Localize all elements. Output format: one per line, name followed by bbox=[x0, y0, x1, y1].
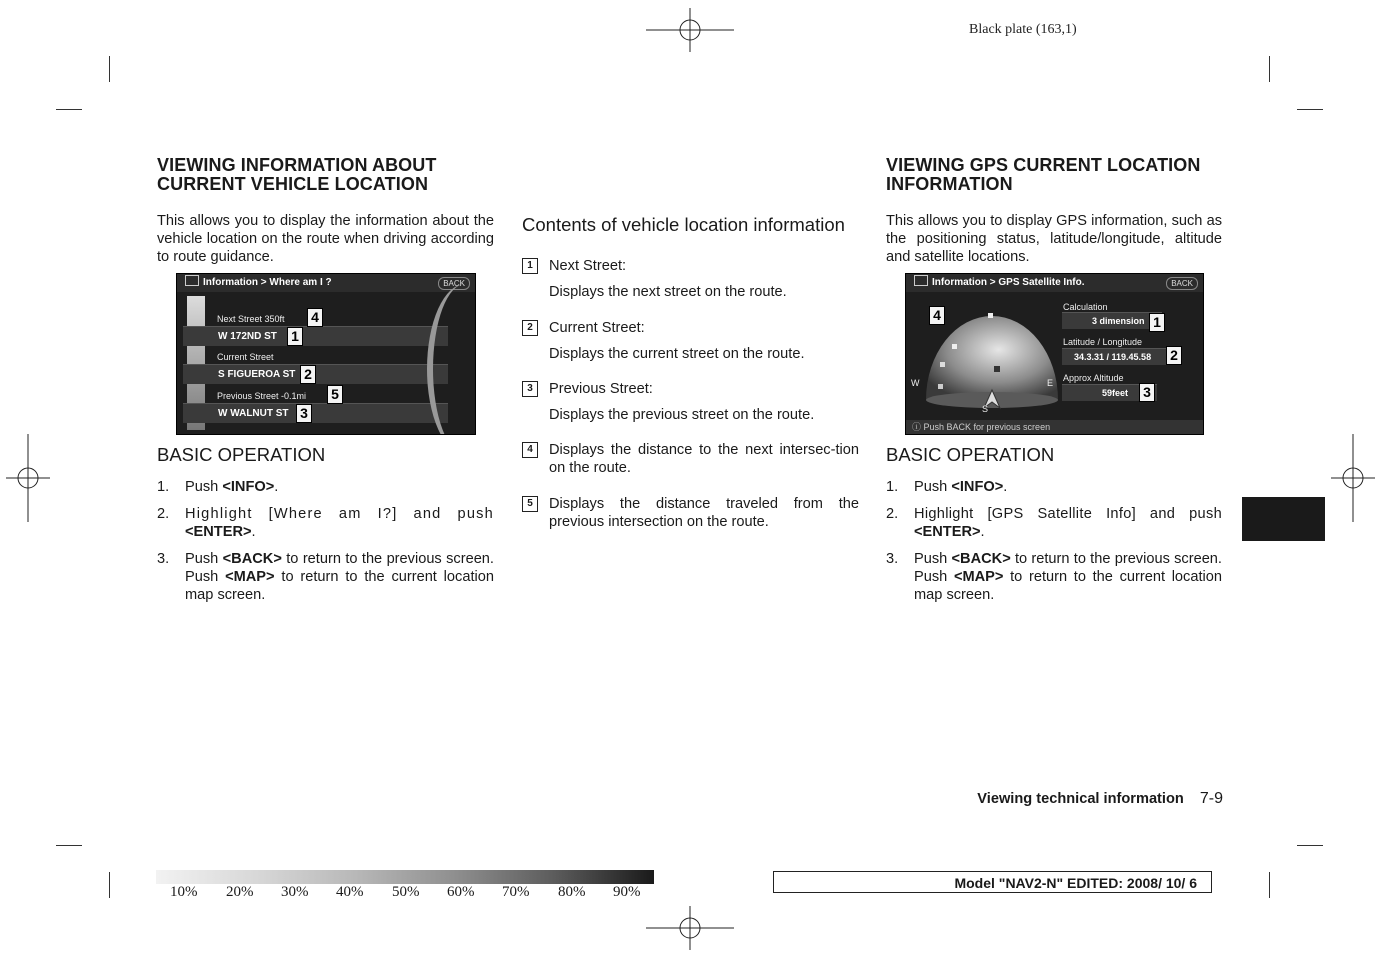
screen-footer-text: Push BACK for previous screen bbox=[923, 422, 1051, 432]
compass-w: W bbox=[911, 378, 920, 388]
altitude-value: 59feet bbox=[1062, 384, 1157, 401]
gps-satellite-info-screenshot bbox=[905, 273, 1204, 435]
percent-label: 60% bbox=[447, 884, 475, 900]
registration-mark-top bbox=[646, 4, 736, 54]
callout-tag: 3 bbox=[296, 404, 312, 423]
percent-label: 70% bbox=[502, 884, 530, 900]
percent-label: 20% bbox=[226, 884, 254, 900]
callout-tag: 2 bbox=[300, 365, 316, 384]
callout-tag: 3 bbox=[1139, 383, 1155, 402]
right-steps bbox=[886, 478, 1222, 613]
item-label: Displays the distance traveled from the previous intersection on the route. bbox=[549, 496, 859, 530]
crop-mark bbox=[56, 109, 82, 110]
heading-line: CURRENT VEHICLE LOCATION bbox=[157, 174, 429, 194]
item-number-box: 1 bbox=[522, 258, 538, 274]
left-steps bbox=[157, 478, 494, 613]
percent-label: 90% bbox=[613, 884, 641, 900]
callout-tag: 2 bbox=[1166, 346, 1182, 365]
compass-e: E bbox=[1047, 378, 1054, 388]
screen-footer-bar: ⓘ Push BACK for previous screen bbox=[906, 420, 1203, 434]
registration-mark-left bbox=[4, 434, 52, 524]
callout-tag: 1 bbox=[287, 327, 303, 346]
item-label: Displays the distance to the next intersec-tion on the route. bbox=[549, 442, 859, 476]
left-heading bbox=[157, 156, 497, 194]
plate-label: Black plate (163,1) bbox=[969, 22, 1077, 37]
percent-label: 30% bbox=[281, 884, 309, 900]
item-number-box: 3 bbox=[522, 381, 538, 397]
crop-mark bbox=[1297, 109, 1323, 110]
item-number-box: 5 bbox=[522, 496, 538, 512]
model-edited-box: Model "NAV2-N" EDITED: 2008/ 10/ 6 bbox=[773, 871, 1212, 893]
content-item bbox=[522, 380, 859, 424]
crop-mark bbox=[1297, 845, 1323, 846]
grey-scale-bar bbox=[156, 870, 654, 884]
altitude-label: Approx Altitude bbox=[1063, 373, 1124, 383]
item-label: Current Street: bbox=[549, 320, 645, 336]
step-item: 1. Push <INFO>. bbox=[886, 479, 1008, 495]
calculation-value: 3 dimension bbox=[1062, 312, 1162, 329]
back-button: BACK bbox=[1166, 277, 1198, 290]
latlon-label: Latitude / Longitude bbox=[1063, 337, 1143, 347]
crop-mark bbox=[1269, 872, 1270, 898]
percent-label: 40% bbox=[336, 884, 364, 900]
crop-mark bbox=[109, 56, 110, 82]
crop-mark bbox=[109, 872, 110, 898]
registration-mark-right bbox=[1329, 434, 1377, 524]
page-number: 7-9 bbox=[1199, 790, 1223, 807]
percent-label: 10% bbox=[170, 884, 198, 900]
callout-tag: 5 bbox=[327, 385, 343, 404]
callout-tag: 1 bbox=[1149, 313, 1165, 332]
next-street-row: W 172ND ST bbox=[183, 326, 448, 346]
section-tab bbox=[1242, 497, 1325, 541]
calculation-label: Calculation bbox=[1063, 302, 1108, 312]
crop-mark bbox=[56, 845, 82, 846]
current-street-row: S FIGUEROA ST bbox=[183, 364, 448, 384]
left-basic-operation-title: BASIC OPERATION bbox=[157, 444, 326, 465]
right-basic-operation-title: BASIC OPERATION bbox=[886, 444, 1055, 465]
right-heading bbox=[886, 156, 1231, 194]
page-footer bbox=[977, 790, 1223, 808]
step-item: 1. Push <INFO>. bbox=[157, 479, 279, 495]
item-label: Next Street: bbox=[549, 258, 627, 274]
info-icon bbox=[185, 275, 199, 286]
item-number-box: 2 bbox=[522, 320, 538, 336]
content-item bbox=[522, 257, 859, 301]
info-icon bbox=[914, 275, 928, 286]
where-am-i-screenshot bbox=[176, 273, 476, 435]
item-description: Displays the previous street on the route. bbox=[549, 407, 815, 423]
previous-street-row: W WALNUT ST bbox=[183, 403, 448, 423]
content-item bbox=[522, 495, 859, 531]
crop-mark bbox=[1269, 56, 1270, 82]
percent-label: 50% bbox=[392, 884, 420, 900]
screen-title: Information > Where am I ? bbox=[203, 277, 332, 288]
content-item bbox=[522, 319, 859, 363]
item-description: Displays the next street on the route. bbox=[549, 284, 787, 300]
step-item: 2. Highlight [GPS Satellite Info] and push <ENTER>. bbox=[886, 506, 1222, 540]
compass-s: S bbox=[982, 404, 989, 414]
left-intro: This allows you to display the information about the vehicle location on the route when driving according to route guidance. bbox=[157, 213, 494, 265]
latlon-value: 34.3.31 / 119.45.58 bbox=[1062, 348, 1169, 365]
heading-line: VIEWING INFORMATION ABOUT bbox=[157, 155, 437, 175]
current-street-label: Current Street bbox=[217, 352, 274, 362]
item-label: Previous Street: bbox=[549, 381, 653, 397]
screen-title: Information > GPS Satellite Info. bbox=[932, 277, 1085, 288]
back-button: BACK bbox=[438, 277, 470, 290]
step-item: 3. Push <BACK> to return to the previous screen. Push <MAP> to return to the current location map screen. bbox=[886, 551, 1222, 603]
item-number-box: 4 bbox=[522, 442, 538, 458]
screen-arc bbox=[427, 284, 476, 435]
contents-title: Contents of vehicle location information bbox=[522, 214, 845, 235]
percent-label: 80% bbox=[558, 884, 586, 900]
footer-section: Viewing technical information bbox=[977, 791, 1184, 807]
content-item bbox=[522, 441, 859, 477]
item-description: Displays the current street on the route. bbox=[549, 346, 805, 362]
callout-tag: 4 bbox=[307, 308, 323, 327]
step-item: 2. Highlight [Where am I?] and push <ENTER>. bbox=[157, 506, 494, 540]
step-item: 3. Push <BACK> to return to the previous screen. Push <MAP> to return to the current location map screen. bbox=[157, 551, 494, 603]
previous-street-label: Previous Street -0.1mi bbox=[217, 391, 307, 401]
heading-line: INFORMATION bbox=[886, 174, 1013, 194]
screen-title-bar bbox=[906, 274, 1203, 292]
next-street-label: Next Street 350ft bbox=[217, 314, 285, 324]
right-intro: This allows you to display GPS information, such as the positioning status, latitude/longitude, altitude and satellite locations. bbox=[886, 213, 1222, 265]
screen-title-bar bbox=[177, 274, 475, 292]
registration-mark-bottom bbox=[646, 904, 736, 952]
callout-tag: 4 bbox=[929, 306, 945, 325]
heading-line: VIEWING GPS CURRENT LOCATION bbox=[886, 155, 1201, 175]
